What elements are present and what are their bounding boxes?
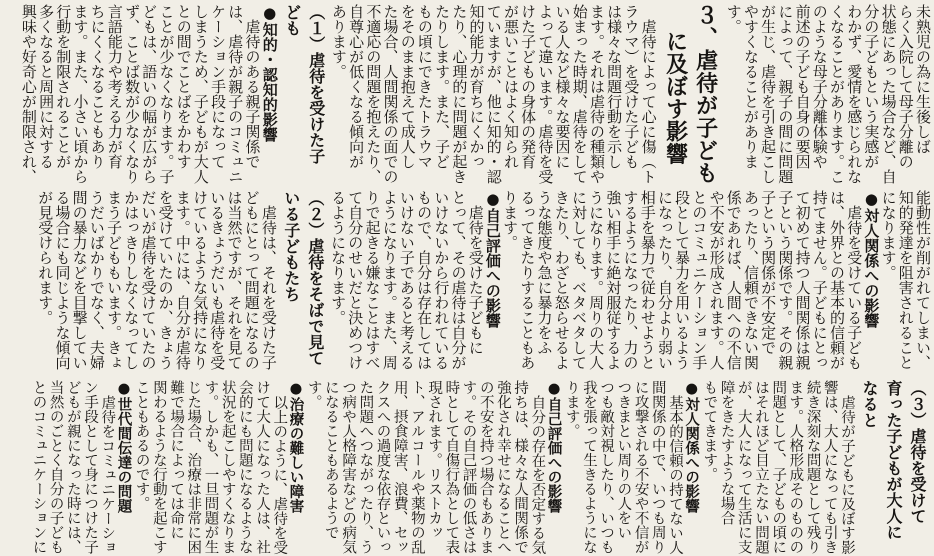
paragraph-line: に攻撃される不安や不信が [632, 380, 649, 554]
paragraph-line: 響は、大人になっても引き [821, 380, 838, 554]
paragraph-line: くなることがあります。こ [827, 4, 846, 184]
paragraph-line: らく入院して母子分離の [896, 4, 915, 169]
paragraph-line: るってきたりすることもあ [518, 190, 537, 370]
section-heading [279, 190, 327, 376]
paragraph-line: 係であれば、人間への不信 [724, 190, 743, 370]
paragraph-line: けているような気持になり [191, 190, 210, 370]
paragraph-line: するようになったり、力の [621, 190, 640, 370]
paragraph-line: 子という関係です。その親 [776, 190, 795, 370]
paragraph-line: 相手を暴力で従わせようと [638, 190, 657, 370]
paragraph [563, 380, 683, 556]
paragraph-line: 当然のごとく自分の子ども [47, 380, 64, 554]
paragraph-line: 時として自傷行為として表 [443, 380, 460, 554]
paragraph-line: 段として暴力を用いるよう [673, 190, 692, 370]
paragraph-line: どもにとって問題になるの [242, 190, 261, 370]
paragraph-line: けて大人になった人は、社 [254, 380, 271, 554]
paragraph-line: ン手段として身につけた子 [82, 380, 99, 554]
paragraph-line: かはっきりしなくなってし [122, 190, 141, 370]
paragraph [501, 190, 862, 376]
paragraph-line: ちにくくなることもあり [88, 4, 107, 169]
paragraph-line: 持ちは、様々な人間関係で [512, 380, 529, 554]
paragraph-line: 間の暴力などを目撃してい [70, 190, 89, 370]
paragraph-line: が悪いことはよく知られ [501, 4, 520, 169]
paragraph-line: ず、ことば数が少なくなり [123, 4, 142, 184]
subheading [484, 190, 501, 376]
paragraph-line: ていますが、他に知的・認 [484, 4, 503, 184]
paragraph-line: 知的発達を阻害されること [896, 190, 915, 370]
subheading [115, 380, 132, 556]
paragraph-line: だいが虐待を受けていたの [139, 190, 158, 370]
paragraph-line: 行動を制限されることが [54, 4, 73, 169]
paragraph-line: いけない子であると考える [397, 190, 416, 370]
paragraph-line: あります。 [329, 4, 348, 79]
paragraph-line: あったり、信頼できない関 [741, 190, 760, 370]
paragraph [700, 380, 855, 556]
section-heading-line: いる子どもたち [281, 190, 301, 302]
paragraph-line: に対しても、ベタベタして [569, 190, 588, 370]
paragraph-line: ラウマ）を受けた子ども [622, 4, 641, 169]
text-tier-middle [0, 190, 934, 376]
paragraph-line: 知的能力が育ちにくかっ [467, 4, 486, 169]
paragraph-line: きたり、わざと怒らせるよ [552, 190, 571, 370]
paragraph-line: いるきょうだいも虐待を受 [208, 190, 227, 370]
paragraph-line: て自分のせいだと決めつけ [346, 190, 365, 370]
paragraph [725, 4, 931, 188]
paragraph-line: 虐待を受けた子どもに [466, 205, 485, 355]
subheading-line: ●治療の難しい障害 [287, 380, 305, 513]
paragraph-line: によって、親子の間に問題 [776, 4, 795, 184]
paragraph-line: とのコミュニケーションに [30, 380, 47, 554]
paragraph-line: が見受けられます。 [36, 190, 55, 325]
section-heading-line: なると [860, 380, 879, 428]
section-heading-line: （２）虐待をそばで見て [305, 190, 325, 366]
paragraph-line: が生じ、虐待を引き起こし [759, 4, 778, 184]
paragraph-line: 自分の存在を否定する気 [529, 394, 546, 554]
paragraph-line: す。その自己評価の低さは [460, 380, 477, 554]
text-tier-top [0, 4, 934, 188]
paragraph-line: は、虐待が親子のコミュニ [226, 4, 245, 184]
paragraph-line: もので、自分は存在しては [415, 190, 434, 370]
paragraph [879, 190, 931, 376]
paragraph-line: とって、その虐待は自分が [449, 190, 468, 370]
paragraph-line: ります。 [501, 190, 520, 250]
paragraph-line: しまうため、子どもが大人 [191, 4, 210, 184]
subheading-line: ●自己評価への影響 [483, 190, 502, 328]
paragraph-line: 会的にも問題になるような [236, 380, 253, 554]
paragraph-line: ります。 [563, 380, 580, 438]
paragraph-line: よって違います。虐待を受 [536, 4, 555, 184]
paragraph-line: になったり、自分より弱い [655, 190, 674, 370]
paragraph-line: どもは、語いの幅が広がら [140, 4, 159, 184]
paragraph-line: いる人など様々な要因に [553, 4, 572, 169]
paragraph [132, 380, 287, 556]
paragraph-line: 用、摂食障害、浪費、セッ [391, 380, 408, 554]
paragraph-line: るようになります。 [329, 190, 348, 325]
paragraph-line: ます。また、小さい頃から [71, 4, 90, 184]
section-heading [857, 380, 929, 556]
paragraph [36, 190, 277, 376]
section-heading-line: ども [282, 4, 302, 36]
paragraph-line: もでてきます。 [701, 380, 718, 482]
paragraph-line: 我を張って生きるようにな [580, 380, 597, 554]
paragraph-line: とのコミュニケーション手 [690, 190, 709, 370]
paragraph-line: いけないから行われている [432, 190, 451, 370]
paragraph-line: 続き深刻な問題として残り [804, 380, 821, 554]
paragraph-line: うな態度や急に暴力をふ [535, 190, 554, 355]
paragraph-line: て初めて持つ人間関係は親 [793, 190, 812, 370]
paragraph-line: 関わるような行動を起こす [150, 380, 167, 554]
paragraph-line: 虐待を受けている子ども [845, 205, 864, 370]
paragraph-line: クスへの過度な依存といっ [374, 380, 391, 554]
paragraph-line: のような母子分離体験や [810, 4, 829, 169]
paragraph-line: 障をきたすような場合 [718, 380, 735, 525]
paragraph-line: た場合、人間関係の面での [381, 4, 400, 184]
paragraph-line: 状態にあった場合など、自 [879, 4, 898, 184]
paragraph-line: 始まった時期、虐待をして [570, 4, 589, 184]
paragraph-line: 不適応の問題を抱えたり、 [364, 4, 383, 184]
paragraph-line: 言語能力や考える力が育 [105, 4, 124, 169]
paragraph-line: こともあるのです。 [133, 380, 150, 511]
subheading-line: ●世代間伝達の問題 [115, 380, 133, 513]
text-tier-bottom [0, 380, 934, 556]
paragraph-line: 基本的信頼の持てない人 [666, 394, 683, 554]
paragraph-line: はそれほど目立たない問題 [752, 380, 769, 554]
paragraph-line: つも敵対視したり、いつも [598, 380, 615, 554]
paragraph-line: 虐待のある親子関係で [243, 19, 262, 169]
paragraph-line: たり、心理的に問題が起き [450, 4, 469, 184]
paragraph-line: わかず、愛情を感じられな [845, 4, 864, 184]
subheading-line: ●対人関係への影響 [862, 190, 881, 328]
paragraph-line: ト、アルコールや薬物の乱 [408, 380, 425, 554]
paragraph-line: 前述の子ども自身の要因 [793, 4, 812, 169]
paragraph-line: す。 [724, 4, 743, 34]
paragraph-line: 以上のように、虐待を受 [271, 394, 288, 554]
paragraph-line: ことが少なくなります。子 [157, 4, 176, 184]
paragraph-line: になります。 [879, 190, 898, 280]
paragraph-line: 間関係の中で、いつも周り [649, 380, 666, 554]
paragraph-line: 能動性が削がれてしまい、 [914, 190, 932, 370]
paragraph-line: が、大人になって生活に支 [735, 380, 752, 554]
paragraph-line: 持てません。子どもにとっ [810, 190, 829, 370]
paragraph-line: 分の子どもという実感が [862, 4, 881, 169]
paragraph-line: は様々な問題行動を示し [605, 4, 624, 169]
section-heading [280, 4, 328, 188]
paragraph-line: 問題として、子どもの頃に [770, 380, 787, 554]
section-heading-line: （３）虐待を受けて [908, 380, 927, 524]
paragraph-line: 難で場合によっては命に [168, 380, 185, 540]
paragraph-line: じた場合、治療は非常に困 [185, 380, 202, 554]
paragraph-line: 虐待によって心に傷（ト [639, 19, 658, 184]
paragraph-line: や不安が形成されます。人 [707, 190, 726, 370]
subheading [261, 4, 278, 188]
article-title [661, 4, 721, 188]
paragraph-line: は当然ですが、それを見て [225, 190, 244, 370]
paragraph-line: 虐待は、それを受けた子 [259, 205, 278, 370]
paragraph-line: ケーション手段になって [209, 4, 228, 169]
paragraph-line: 自尊心が低くなる傾向が [347, 4, 366, 169]
subheading-line: ●知的・認知的影響 [260, 4, 279, 142]
section-heading-line: 育った子どもが大人に [884, 380, 903, 540]
subheading [287, 380, 304, 556]
paragraph-line: まう子どももいます。きょ [105, 190, 124, 370]
paragraph [305, 380, 546, 556]
paragraph-line: す。しかも、一旦問題が生 [202, 380, 219, 554]
paragraph [330, 4, 657, 188]
paragraph-line: をそのまま抱えて成人し [398, 4, 417, 169]
paragraph-line: うだいばかりでなく、夫婦 [87, 190, 106, 370]
paragraph-line: 興味や好奇心が制限され、 [19, 4, 38, 184]
paragraph-line: ます。中には、自分が虐待 [173, 190, 192, 370]
paragraph-line: 虐待が子どもに及ぼす影 [839, 394, 855, 554]
paragraph-line: やすくなることがありま [741, 4, 760, 169]
paragraph-line: の不安を持つ場合もありま [477, 380, 494, 554]
paragraph-line: を受けていたのか、きょう [156, 190, 175, 370]
paragraph-line: 強い相手に絶対服従するよ [604, 190, 623, 370]
subheading-line: ●対人関係への影響 [683, 380, 701, 513]
paragraph-line: うになります。周りの大人 [587, 190, 606, 370]
paragraph-line: ようになります。また、周 [380, 190, 399, 370]
paragraph-line: 虐待をコミュニケーショ [99, 394, 116, 554]
paragraph-line: は、外界との基本的信頼が [827, 190, 846, 370]
paragraph [29, 380, 115, 556]
paragraph-line: たりします。また、子ど [433, 4, 452, 169]
paragraph-line: る場合にも同じような傾向 [53, 190, 72, 370]
article-title-line: ３、虐待が子ども [692, 4, 719, 184]
paragraph-line: た問題へつながったり、う [357, 380, 374, 554]
paragraph-line: けた子どもの身体の発育 [519, 4, 538, 169]
paragraph-line: つきまとい周りの人をい [615, 380, 632, 540]
paragraph-line: 現されます。リストカッ [426, 380, 443, 540]
section-heading-line: （１）虐待を受けた子 [306, 4, 326, 164]
paragraph-line: りで起きる嫌なことはすべ [363, 190, 382, 370]
subheading [545, 380, 562, 556]
paragraph-line: どもが親になった時には、 [64, 380, 81, 554]
paragraph-line: もの頃にできたトラウマ [415, 4, 434, 169]
paragraph [329, 190, 484, 376]
subheading [862, 190, 879, 376]
paragraph-line: ます。人格形成そのものの [787, 380, 804, 554]
paragraph-line: 子という関係が不安定で [759, 190, 778, 355]
paragraph-line: つ病や人格障害などの病気 [340, 380, 357, 554]
paragraph-line: 未熟児の為に生後しば [914, 4, 932, 154]
paragraph-line: ます。それは虐待の種類や [587, 4, 606, 184]
paragraph-line: 状況を起こしやすくなりま [219, 380, 236, 554]
paragraph-line: 強化され幸せになることへ [494, 380, 511, 554]
subheading [683, 380, 700, 556]
paragraph-line: との間でことばをかわす [174, 4, 193, 169]
paragraph-line: になることもあるようで [322, 380, 339, 540]
article-title-line: に及ぼす影響 [662, 30, 689, 166]
paragraph-line: す。 [305, 380, 322, 409]
paragraph-line: 多くなると周囲に対する [37, 4, 56, 169]
subheading-line: ●自己評価への影響 [545, 380, 563, 513]
paragraph [20, 4, 261, 188]
